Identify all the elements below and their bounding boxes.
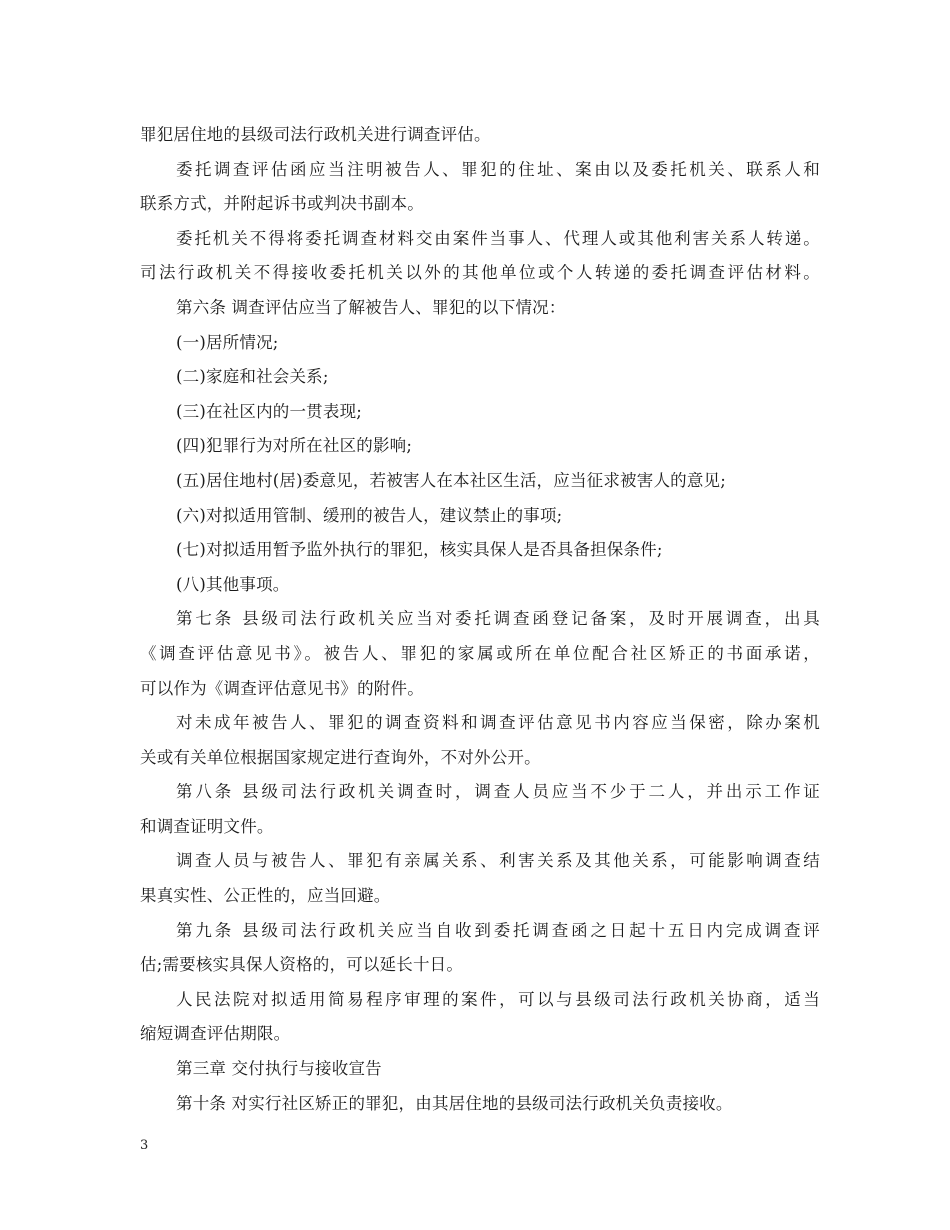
text-line: 第九条 县级司法行政机关应当自收到委托调查函之日起十五日内完成调查评 (176, 920, 820, 940)
text-line: (四)犯罪行为对所在社区的影响; (176, 436, 413, 456)
page-number: 3 (140, 1138, 149, 1153)
text-line: (一)居所情况; (176, 332, 279, 352)
text-line: 第六条 调查评估应当了解被告人、罪犯的以下情况： (176, 297, 566, 317)
text-line: 委托调查评估函应当注明被告人、罪犯的住址、案由以及委托机关、联系人和 (176, 159, 820, 179)
text-line: 第三章 交付执行与接收宣告 (176, 1059, 382, 1079)
text-line: 第八条 县级司法行政机关调查时，调查人员应当不少于二人，并出示工作证 (176, 782, 820, 802)
document-body (140, 118, 820, 1121)
text-line: 缩短调查评估期限。 (140, 1024, 291, 1044)
text-line: 人民法院对拟适用简易程序审理的案件，可以与县级司法行政机关协商，适当 (176, 989, 820, 1009)
text-line: 和调查证明文件。 (140, 816, 274, 836)
text-line: 《调查评估意见书》。被告人、罪犯的家属或所在单位配合社区矫正的书面承诺， (140, 643, 820, 663)
text-line: 司法行政机关不得接收委托机关以外的其他单位或个人转递的委托调查评估材料。 (140, 263, 820, 283)
text-line: 联系方式，并附起诉书或判决书副本。 (140, 194, 424, 214)
text-line: 委托机关不得将委托调查材料交由案件当事人、代理人或其他利害关系人转递。 (176, 228, 820, 248)
text-line: 调查人员与被告人、罪犯有亲属关系、利害关系及其他关系，可能影响调查结 (176, 851, 820, 871)
text-line: (二)家庭和社会关系; (176, 367, 329, 387)
text-line: (五)居住地村(居)委意见，若被害人在本社区生活，应当征求被害人的意见; (176, 470, 727, 490)
text-line: 果真实性、公正性的，应当回避。 (140, 886, 391, 906)
text-line: 对未成年被告人、罪犯的调查资料和调查评估意见书内容应当保密，除办案机 (176, 713, 820, 733)
text-line: (七)对拟适用暂予监外执行的罪犯，核实具保人是否具备担保条件; (176, 540, 663, 560)
text-line: (六)对拟适用管制、缓刑的被告人，建议禁止的事项; (176, 505, 563, 525)
text-line: 关或有关单位根据国家规定进行查询外，不对外公开。 (140, 747, 541, 767)
text-line: 第七条 县级司法行政机关应当对委托调查函登记备案，及时开展调查，出具 (176, 609, 820, 629)
text-line: 估;需要核实具保人资格的，可以延长十日。 (140, 955, 464, 975)
text-line: (三)在社区内的一贯表现; (176, 401, 363, 421)
text-line: 可以作为《调查评估意见书》的附件。 (140, 678, 424, 698)
text-line: (八)其他事项。 (176, 574, 290, 594)
text-line: 第十条 对实行社区矫正的罪犯，由其居住地的县级司法行政机关负责接收。 (176, 1093, 733, 1113)
text-line: 罪犯居住地的县级司法行政机关进行调查评估。 (140, 125, 491, 144)
